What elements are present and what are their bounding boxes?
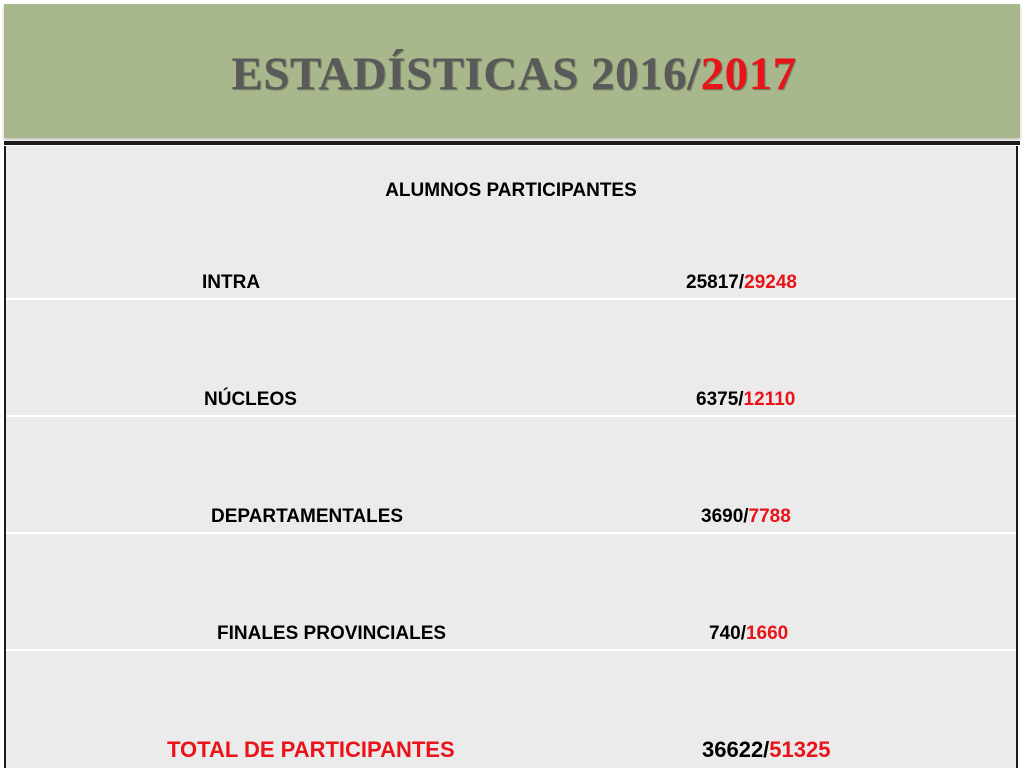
total-value-2016: 36622/ xyxy=(702,737,770,762)
row-divider xyxy=(6,532,1016,534)
row-divider xyxy=(6,649,1016,651)
page-title xyxy=(231,41,796,101)
total-value-2017: 51325 xyxy=(769,737,831,762)
row-value-intra xyxy=(686,272,797,294)
row-divider xyxy=(6,298,1016,300)
row-label-nucleos: NÚCLEOS xyxy=(204,389,297,410)
row-label-departamentales: DEPARTAMENTALES xyxy=(211,506,404,527)
row-label-finales-provinciales: FINALES PROVINCIALES xyxy=(217,623,447,644)
value-2016: 3690/ xyxy=(701,506,749,527)
row-value-nucleos xyxy=(696,389,795,411)
value-2017: 7788 xyxy=(748,506,791,527)
value-2016: 6375/ xyxy=(696,389,744,410)
total-value xyxy=(702,737,830,763)
value-2016: 25817/ xyxy=(686,272,745,293)
title-year-highlight: 2017 xyxy=(700,48,797,100)
row-label-intra: INTRA xyxy=(202,272,261,293)
value-2017: 12110 xyxy=(743,389,796,410)
title-bar xyxy=(4,4,1020,138)
frame-top-border xyxy=(4,141,1020,145)
value-2016: 740/ xyxy=(709,623,746,644)
row-value-departamentales xyxy=(701,506,791,528)
row-value-finales-provinciales xyxy=(709,623,788,645)
total-label: TOTAL DE PARTICIPANTES xyxy=(167,737,455,762)
value-2017: 29248 xyxy=(744,272,797,293)
row-divider xyxy=(6,415,1016,417)
statistics-table xyxy=(4,146,1018,768)
title-prefix: ESTADÍSTICAS 2016/ xyxy=(231,48,701,100)
value-2017: 1660 xyxy=(745,623,789,644)
table-header: ALUMNOS PARTICIPANTES xyxy=(385,180,637,201)
